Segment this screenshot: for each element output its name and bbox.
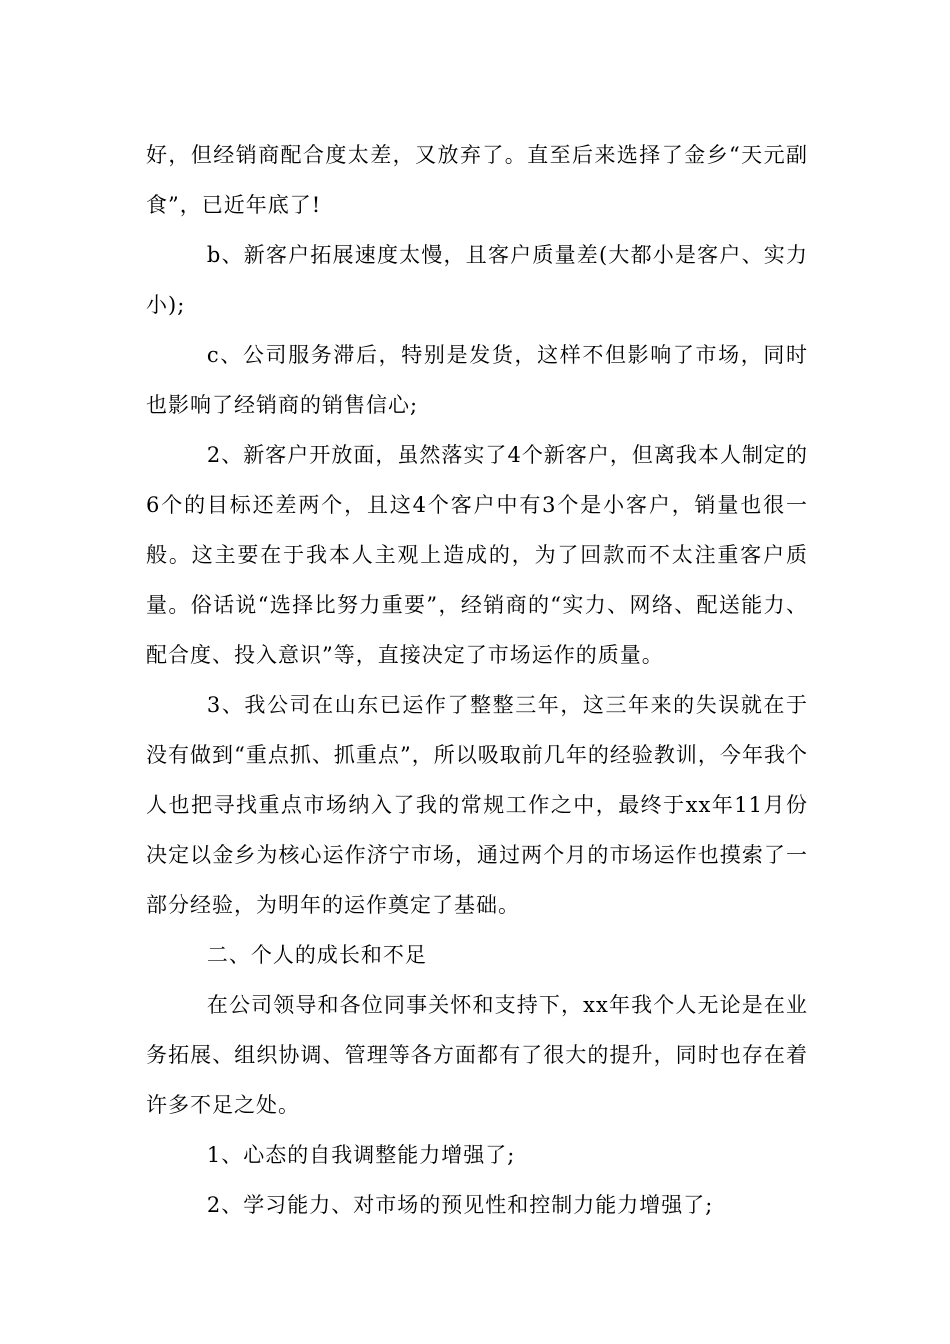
paragraph-item-b: b、新客户拓展速度太慢，且客户质量差(大都小是客户、实力小); xyxy=(146,243,808,317)
paragraph-growth-intro: 在公司领导和各位同事关怀和支持下，xx年我个人无论是在业务拓展、组织协调、管理等各方面都有了很大的提升，同时也存在着许多不足之处。 xyxy=(146,993,808,1117)
list-item-1: 1、心态的自我调整能力增强了; xyxy=(206,1143,516,1167)
section-heading-growth: 二、个人的成长和不足 xyxy=(206,943,427,967)
document-body xyxy=(146,130,808,1230)
paragraph-continuation: 好，但经销商配合度太差，又放弃了。直至后来选择了金乡“天元副食”，已近年底了! xyxy=(146,143,808,217)
list-item-2: 2、学习能力、对市场的预见性和控制力能力增强了; xyxy=(206,1193,714,1217)
paragraph-item-2: 2、新客户开放面，虽然落实了4个新客户，但离我本人制定的6个的目标还差两个，且这4个客户中有3个是小客户，销量也很一般。这主要在于我本人主观上造成的，为了回款而不太注重客户质量。俗话说“选择比努力重要”，经销商的“实力、网络、配送能力、配合度、投入意识”等，直接决定了市场运作的质量。 xyxy=(146,443,808,667)
paragraph-item-3: 3、我公司在山东已运作了整整三年，这三年来的失误就在于没有做到“重点抓、抓重点”，所以吸取前几年的经验教训，今年我个人也把寻找重点市场纳入了我的常规工作之中，最终于xx年11月份决定以金乡为核心运作济宁市场，通过两个月的市场运作也摸索了一部分经验，为明年的运作奠定了基础。 xyxy=(146,693,808,917)
paragraph-item-c: c、公司服务滞后，特别是发货，这样不但影响了市场，同时也影响了经销商的销售信心; xyxy=(146,343,808,417)
